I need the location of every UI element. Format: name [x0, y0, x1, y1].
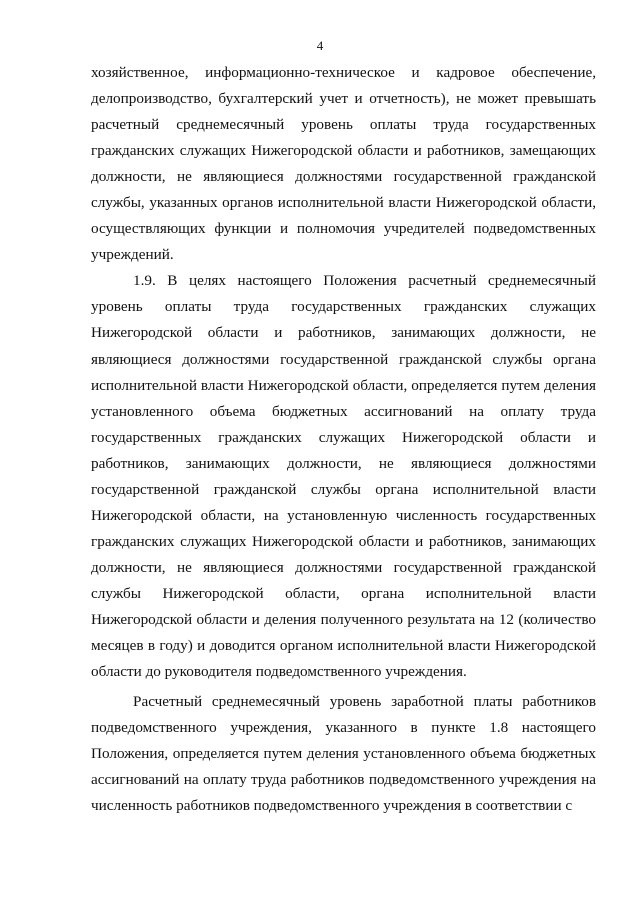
paragraph-salary-calculation: Расчетный среднемесячный уровень заработной платы работников подведомственного учреждения, указанного в пункте 1.8 настоящего Положения, определяется путем деления установленного объема бюджетных ассигнований на оплату труда работников подведомственного учреждения на численность работников подведомственного учреждения в соответствии с — [91, 693, 596, 815]
document-body — [91, 60, 596, 819]
paragraph-continuation: хозяйственное, информационно-техническое и кадровое обеспечение, делопроизводство, бухгалтерский учет и отчетность), не может превышать расчетный среднемесячный уровень оплаты труда государственных гражданских служащих Нижегородской области и работников, замещающих должности, не являющиеся должностями государственной гражданской службы, указанных органов исполнительной власти Нижегородской области, осуществляющих функции и полномочия учредителей подведомственных учреждений. — [91, 64, 596, 264]
page-number: 4 — [316, 38, 324, 53]
paragraph-clause-1-9: 1.9. В целях настоящего Положения расчетный среднемесячный уровень оплаты труда государственных гражданских служащих Нижегородской области и работников, занимающих должности, не являющиеся должностями государственной гражданской службы органа исполнительной власти Нижегородской области, определяется путем деления установленного объема бюджетных ассигнований на оплату труда государственных гражданских служащих Нижегородской области и работников, занимающих должности, не являющиеся должностями государственной гражданской службы органа исполнительной власти Нижегородской области, на установленную численность государственных гражданских служащих Нижегородской области и работников, занимающих должности, не являющиеся должностями государственной гражданской службы Нижегородской области, органа исполнительной власти Нижегородской области и деления полученного результата на 12 (количество месяцев в году) и доводится органом исполнительной власти Нижегородской области до руководителя подведомственного учреждения. — [91, 272, 596, 681]
